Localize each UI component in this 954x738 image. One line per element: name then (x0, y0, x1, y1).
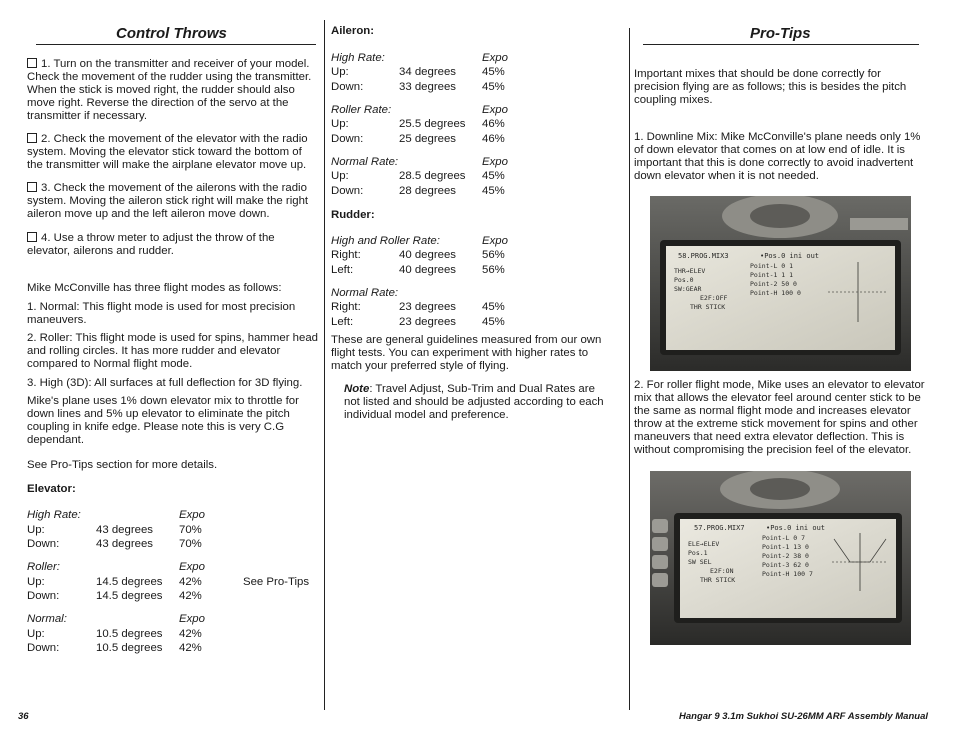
aileron-roller-rate-label: Roller Rate: Expo (331, 104, 508, 116)
lcd-line: ELE→ELEV (688, 540, 720, 548)
table-row: Up: 25.5 degrees 46% (331, 118, 505, 130)
table-row: Up: 34 degrees 45% (331, 66, 505, 78)
see-protips-text: See Pro-Tips section for more details. (27, 459, 218, 471)
elevator-high-rate-label: High Rate: Expo (27, 509, 205, 521)
heading-underline (643, 44, 919, 45)
mode-high: 3. High (3D): All surfaces at full deflection for 3D flying. (27, 377, 303, 389)
column-divider-right (629, 28, 630, 710)
note-text: Note: Travel Adjust, Sub-Trim and Dual Rates are not listed and should be adjusted according to each individual model and preference. (344, 383, 604, 421)
lcd-line: THR→ELEV (674, 267, 706, 275)
lcd-line: Point-H 100 7 (762, 570, 813, 578)
guidelines-text: These are general guidelines measured from our own flight tests. You can experiment with higher rates to match your preferred style of flying. (331, 334, 602, 372)
lcd-line: THR STICK (690, 303, 726, 311)
step-3: 3. Check the movement of the ailerons with the radio system. Moving the aileron stick right will make the right aileron move up and the left aileron move down. (27, 182, 309, 220)
step-4: 4. Use a throw meter to adjust the throw of the elevator, ailerons and rudder. (27, 232, 275, 257)
lcd-header: •Pos.0 ini out (766, 524, 826, 532)
elevator-title: Elevator: (27, 483, 76, 495)
lcd-line: Pos.1 (688, 549, 708, 557)
aileron-normal-rate-label: Normal Rate: Expo (331, 156, 508, 168)
table-row: Down: 10.5 degrees 42% (27, 642, 202, 654)
lcd-header: •Pos.0 ini out (760, 252, 820, 260)
lcd-title: 57.PROG.MIX7 (694, 524, 745, 532)
elevator-roller-label: Roller: Expo (27, 561, 205, 573)
lcd-line: THR STICK (700, 576, 736, 584)
checkbox-icon (27, 133, 37, 143)
manual-title: Hangar 9 3.1m Sukhoi SU-26MM ARF Assembly Manual (679, 711, 928, 722)
table-row: Up: 43 degrees 70% (27, 524, 202, 536)
rudder-normal-rate-label: Normal Rate: (331, 287, 399, 299)
transmitter-screen-photo-1 (650, 196, 911, 371)
lcd-line: Point-2 50 0 (750, 280, 797, 288)
elevator-mix-note: Mike's plane uses 1% down elevator mix to throttle for down lines and 5% up elevator to eliminate the pitch coupling in knife edge. Please note this is very C.G dependant. (27, 395, 299, 446)
lcd-line: Pos.0 (674, 276, 694, 284)
lcd-line: Point-L 0 7 (762, 534, 806, 542)
column-divider-left (324, 20, 325, 710)
transmitter-screen-photo-2 (650, 471, 911, 645)
table-row: Down: 14.5 degrees 42% (27, 590, 202, 602)
mode-roller: 2. Roller: This flight mode is used for spins, hammer head and rolling circles. It has more rudder and elevator compared to Normal flight mode. (27, 332, 319, 370)
control-throws-heading: Control Throws (116, 25, 227, 42)
table-row: Up: 14.5 degrees 42% See Pro-Tips (27, 576, 310, 588)
step-1: 1. Turn on the transmitter and receiver of your model. Check the movement of the rudder using the transmitter. When the stick is moved right, the rudder should also move right. Reverse the direction of the servo at the transmitter if necessary. (27, 58, 312, 122)
lcd-mix-curve-graph (828, 262, 888, 322)
aileron-title: Aileron: (331, 25, 375, 37)
lcd-line: E2F:ON (710, 567, 734, 575)
lcd-line: SW SEL (688, 558, 712, 566)
protip-1: 1. Downline Mix: Mike McConville's plane needs only 1% of down elevator that comes on at low end of idle. It is important that this is done correctly to avoid inadvertent down elevator when it is not needed. (634, 131, 921, 182)
heading-underline (36, 44, 316, 45)
checkbox-icon (27, 58, 37, 68)
table-row: Down: 33 degrees 45% (331, 81, 505, 93)
elevator-normal-label: Normal: Expo (27, 613, 205, 625)
lcd-line: SW:GEAR (674, 285, 702, 293)
checkbox-icon (27, 232, 37, 242)
see-protips-side-note: See Pro-Tips (243, 576, 310, 588)
modes-intro: Mike McConville has three flight modes as follows: (27, 282, 282, 294)
rudder-high-roller-label: High and Roller Rate: Expo (331, 235, 508, 247)
rudder-title: Rudder: (331, 209, 375, 221)
lcd-line: E2F:OFF (700, 294, 728, 302)
lcd-mix-curve-graph (832, 533, 888, 591)
lcd-line: Point-L 0 1 (750, 262, 794, 270)
table-row: Right: 23 degrees 45% (331, 301, 505, 313)
table-row: Down: 28 degrees 45% (331, 185, 505, 197)
page-number: 36 (18, 711, 29, 722)
table-row: Up: 28.5 degrees 45% (331, 170, 505, 182)
lcd-line: Point-H 100 0 (750, 289, 801, 297)
table-row: Up: 10.5 degrees 42% (27, 628, 202, 640)
protip-2: 2. For roller flight mode, Mike uses an elevator to elevator mix that allows the elevator feel around center stick to be the same as normal flight mode and increases elevator throw at the extreme stick movement for spins and other maneuvers that need extra elevator deflection. This is without compromising the precision feel of the elevator. (634, 379, 925, 456)
table-row: Down: 25 degrees 46% (331, 133, 505, 145)
checkbox-icon (27, 182, 37, 192)
lcd-line: Point-3 62 0 (762, 561, 809, 569)
lcd-line: Point-1 13 0 (762, 543, 809, 551)
table-row: Right: 40 degrees 56% (331, 249, 505, 261)
lcd-title: 58.PROG.MIX3 (678, 252, 729, 260)
mode-normal: 1. Normal: This flight mode is used for most precision maneuvers. (27, 301, 296, 326)
step-2: 2. Check the movement of the elevator with the radio system. Moving the elevator stick toward the bottom of the transmitter will make the airplane elevator move up. (27, 133, 308, 171)
lcd-line: Point-2 38 0 (762, 552, 809, 560)
lcd-line: Point-1 1 1 (750, 271, 794, 279)
table-row: Left: 40 degrees 56% (331, 264, 505, 276)
table-row: Left: 23 degrees 45% (331, 316, 505, 328)
table-row: Down: 43 degrees 70% (27, 538, 202, 550)
aileron-high-rate-label: High Rate: Expo (331, 52, 508, 64)
pro-tips-heading: Pro-Tips (750, 25, 811, 42)
protips-intro: Important mixes that should be done correctly for precision flying are as follows; this is besides the pitch coupling mixes. (634, 68, 907, 106)
